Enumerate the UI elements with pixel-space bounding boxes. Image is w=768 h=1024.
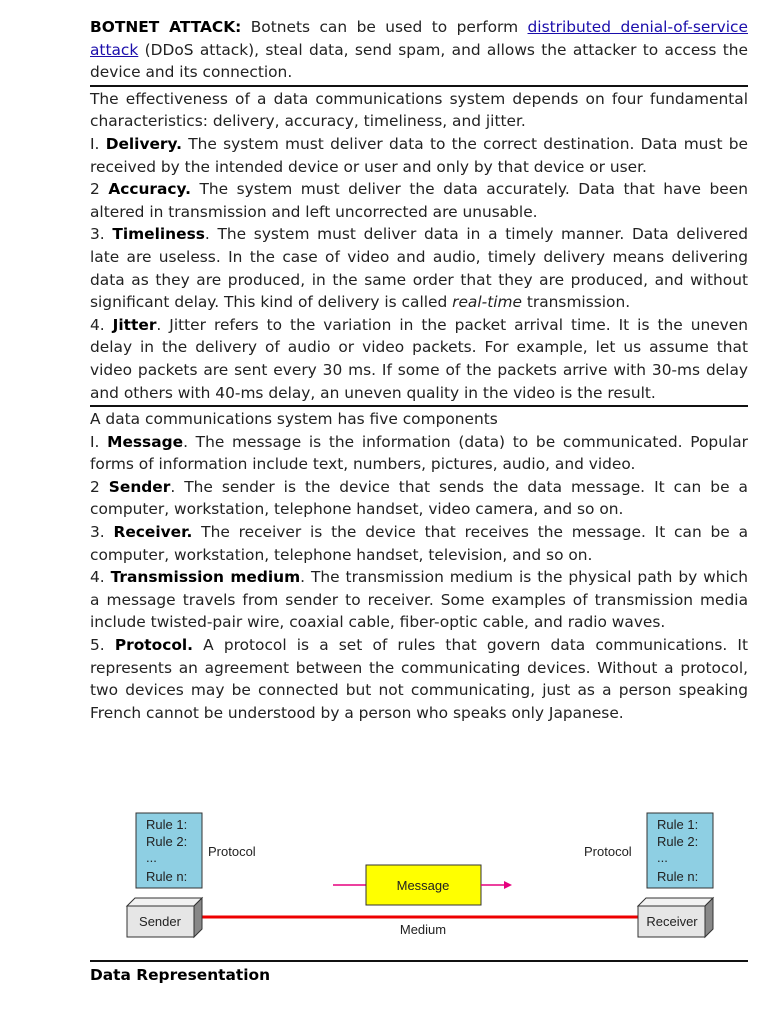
sender-rule-dots: ... [146, 850, 157, 865]
message-label: Message [396, 878, 450, 893]
ddos-link[interactable]: distributed denial-of-service attack [90, 18, 748, 59]
sender-device-top [127, 898, 202, 906]
section-divider [90, 85, 748, 87]
component-sender: 2 Sender. The sender is the device that sends the data message. It can be a computer, workstation, telephone handset, video camera, and so on. [90, 477, 748, 519]
sender-rule-1: Rule 1: [146, 817, 188, 832]
receiver-label: Receiver [646, 914, 698, 929]
document-body [90, 16, 748, 724]
receiver-rule-1: Rule 1: [657, 817, 699, 832]
section-divider [90, 405, 748, 407]
botnet-label: BOTNET ATTACK: [90, 18, 242, 36]
component-receiver: 3. Receiver. The receiver is the device that receives the message. It can be a computer, workstation, telephone handset, television, and so on. [90, 523, 749, 564]
component-medium: 4. Transmission medium. The transmission medium is the physical path by which a message travels from sender to receiver. Some examples of transmission media include twisted-pair wire, coaxial cable, fiber-optic cable, and radio waves. [90, 568, 749, 632]
message-arrowhead [504, 881, 512, 889]
sender-rule-2: Rule 2: [146, 834, 188, 849]
communication-diagram [90, 800, 748, 950]
characteristic-jitter: 4. Jitter. Jitter refers to the variation in the packet arrival time. It is the uneven delay in the delivery of audio or video packets. For example, let us assume that video packets are sent every 30 ms. If some of the packets arrive with 30-ms delay and others with 40-ms delay, an uneven quality in the video is the result. [90, 315, 749, 402]
characteristic-timeliness: 3. Timeliness. The system must deliver data in a timely manner. Data delivered late are useless. In the case of video and audio, timely delivery means delivering data as they are produced, in the same order that they are produced, and without significant delay. This kind of delivery is called real-time transmission. [90, 225, 748, 312]
section-heading-data-representation: Data Representation [90, 960, 748, 984]
medium-label: Medium [399, 922, 447, 937]
characteristics-intro: The effectiveness of a data communications system depends on four fundamental characteristics: delivery, accuracy, timeliness, and jitter. [90, 89, 748, 131]
characteristic-accuracy: 2 Accuracy. The system must deliver the data accurately. Data that have been altered in transmission and left uncorrected are unusable. [90, 180, 748, 221]
receiver-rule-n: Rule n: [657, 869, 699, 884]
receiver-device-top [638, 898, 713, 906]
sender-rule-n: Rule n: [146, 869, 188, 884]
sender-protocol-label: Protocol [208, 844, 256, 859]
component-protocol: 5. Protocol. A protocol is a set of rules that govern data communications. It represents an agreement between the communicating devices. Without a protocol, two devices may be connected but not communicating, just as a person speaking French cannot be understood by a person who speaks only Japanese. [90, 636, 748, 722]
receiver-rule-dots: ... [657, 850, 668, 865]
component-message: I. Message. The message is the information (data) to be communicated. Popular forms of information include text, numbers, pictures, audio, and video. [90, 432, 748, 474]
botnet-paragraph: BOTNET ATTACK: Botnets can be used to perform distributed denial-of-service attack (DDoS attack), steal data, send spam, and allows the attacker to access the device and its connection. [90, 18, 748, 82]
components-intro: A data communications system has five components [90, 410, 498, 429]
characteristic-delivery: I. Delivery. The system must deliver data to the correct destination. Data must be received by the intended device or user and only by that device or user. [90, 134, 748, 176]
sender-label: Sender [139, 914, 181, 929]
receiver-rule-2: Rule 2: [657, 834, 699, 849]
receiver-protocol-label: Protocol [584, 844, 632, 859]
